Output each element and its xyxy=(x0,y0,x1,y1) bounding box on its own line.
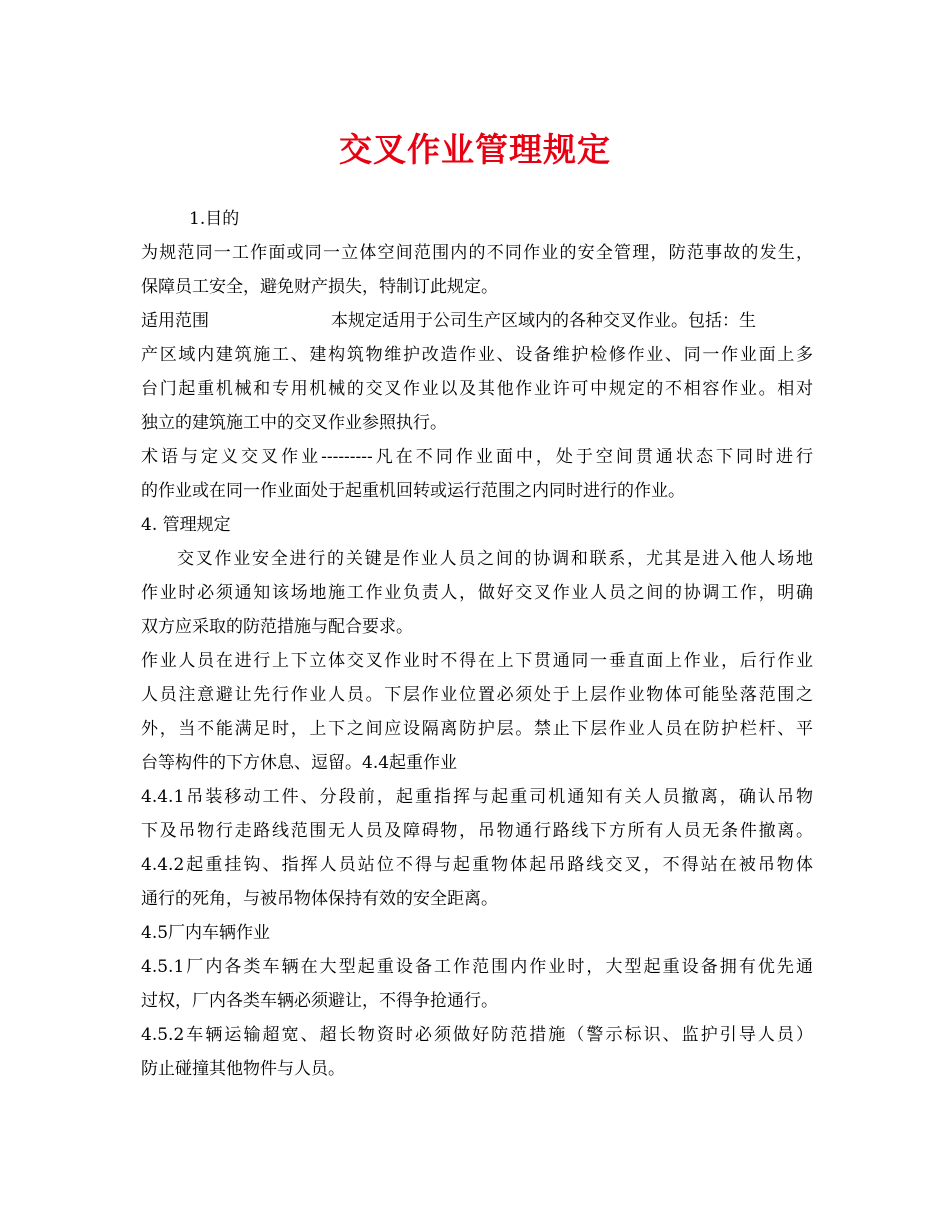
section-heading-management: 4. 管理规定 xyxy=(141,515,231,535)
paragraph-line: 交叉作业安全进行的关键是作业人员之间的协调和联系，尤其是进入他人场地 xyxy=(177,549,813,569)
paragraph-line: 下及吊物行走路线范围无人员及障碍物，吊物通行路线下方所有人员无条件撤离。 xyxy=(141,821,813,841)
paragraph-line: 独立的建筑施工中的交叉作业参照执行。 xyxy=(141,413,447,433)
paragraph-line: 过权，厂内各类车辆必须避让，不得争抢通行。 xyxy=(141,991,498,1011)
paragraph-line: 产区域内建筑施工、建构筑物维护改造作业、设备维护检修作业、同一作业面上多 xyxy=(141,345,813,365)
paragraph-line-scope xyxy=(141,304,813,338)
document-title: 交叉作业管理规定 xyxy=(339,130,611,169)
paragraph-line: 作业时必须通知该场地施工作业负责人，做好交叉作业人员之间的协调工作，明确 xyxy=(141,583,813,603)
paragraph-line: 保障员工安全，避免财产损失，特制订此规定。 xyxy=(141,277,498,297)
section-heading-vehicles: 4.5厂内车辆作业 xyxy=(141,923,271,943)
paragraph-line: 4.4.1吊装移动工件、分段前，起重指挥与起重司机通知有关人员撤离，确认吊物 xyxy=(141,787,813,807)
section-heading-purpose: 1.目的 xyxy=(189,209,240,229)
paragraph-line: 台等构件的下方休息、逗留。4.4起重作业 xyxy=(141,753,458,773)
paragraph-line: 4.5.2车辆运输超宽、超长物资时必须做好防范措施（警示标识、监护引导人员） xyxy=(141,1025,813,1045)
document-body xyxy=(141,202,813,1086)
paragraph-line: 作业人员在进行上下立体交叉作业时不得在上下贯通同一垂直面上作业，后行作业 xyxy=(141,651,813,671)
paragraph-line: 外，当不能满足时，上下之间应设隔离防护层。禁止下层作业人员在防护栏杆、平 xyxy=(141,719,813,739)
paragraph-line: 4.5.1厂内各类车辆在大型起重设备工作范围内作业时，大型起重设备拥有优先通 xyxy=(141,957,813,977)
paragraph-line: 为规范同一工作面或同一立体空间范围内的不同作业的安全管理，防范事故的发生， xyxy=(141,243,813,263)
paragraph-line: 人员注意避让先行作业人员。下层作业位置必须处于上层作业物体可能坠落范围之 xyxy=(141,685,813,705)
paragraph-line-definition: 术语与定义交叉作业---------凡在不同作业面中，处于空间贯通状态下同时进行 xyxy=(141,447,813,467)
section-heading-scope: 适用范围 xyxy=(141,311,209,331)
paragraph-line: 4.4.2起重挂钩、指挥人员站位不得与起重物体起吊路线交叉，不得站在被吊物体 xyxy=(141,855,813,875)
paragraph-line: 通行的死角，与被吊物体保持有效的安全距离。 xyxy=(141,889,498,909)
paragraph-line: 的作业或在同一作业面处于起重机回转或运行范围之内同时进行的作业。 xyxy=(141,481,685,501)
scope-text: 本规定适用于公司生产区域内的各种交叉作业。包括：生 xyxy=(331,311,756,331)
paragraph-line: 防止碰撞其他物件与人员。 xyxy=(141,1059,345,1079)
paragraph-line: 双方应采取的防范措施与配合要求。 xyxy=(141,617,413,637)
paragraph-line: 台门起重机械和专用机械的交叉作业以及其他作业许可中规定的不相容作业。相对 xyxy=(141,379,813,399)
